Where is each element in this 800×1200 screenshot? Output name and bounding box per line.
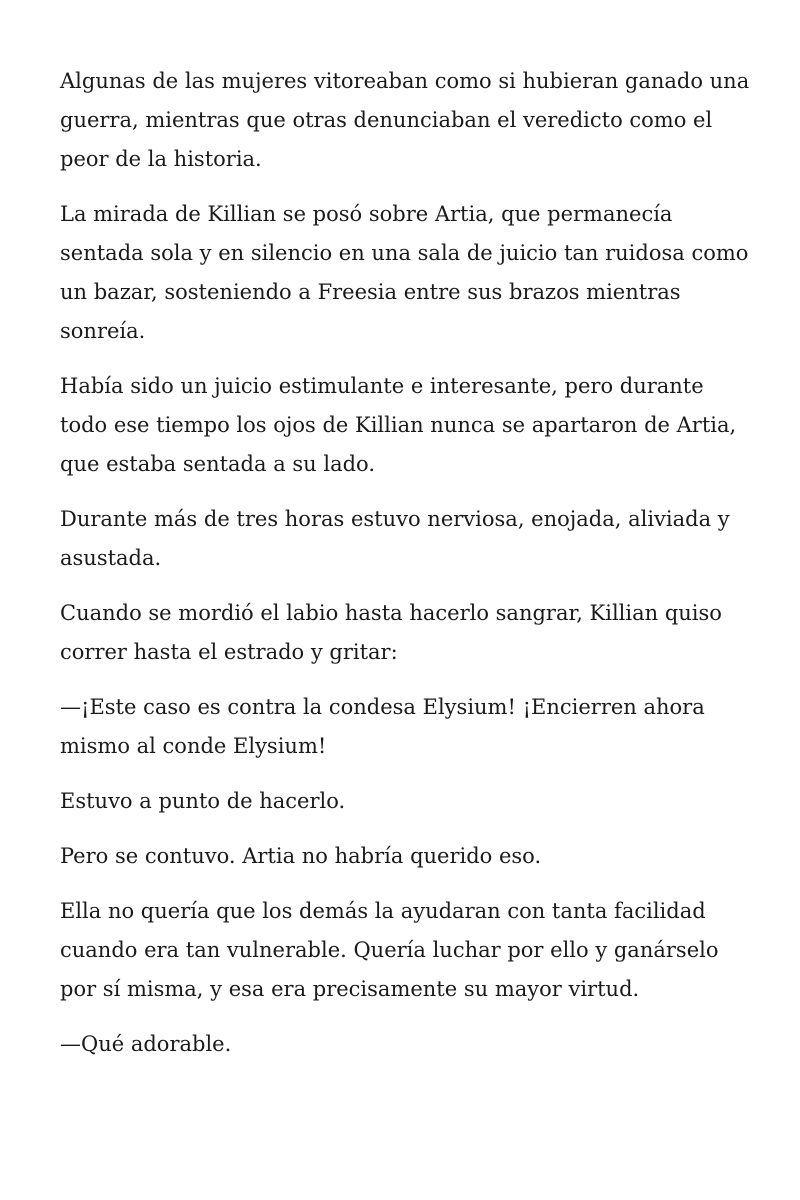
paragraph-4: Durante más de tres horas estuvo nerviosa, enojada, aliviada y asustada. — [60, 507, 730, 570]
paragraph-3: Había sido un juicio estimulante e interesante, pero durante todo ese tiempo los ojos de Killian nunca se apartaron de Artia, que estaba sentada a su lado. — [60, 374, 737, 476]
paragraph-5: Cuando se mordió el labio hasta hacerlo sangrar, Killian quiso correr hasta el estrado y gritar: — [60, 601, 722, 664]
paragraph-2: La mirada de Killian se posó sobre Artia, que permanecía sentada sola y en silencio en una sala de juicio tan ruidosa como un bazar, sosteniendo a Freesia entre sus brazos mientras sonreía. — [60, 202, 749, 343]
paragraph-9: Ella no quería que los demás la ayudaran con tanta facilidad cuando era tan vulnerable. Quería luchar por ello y ganárselo por sí misma, y esa era precisamente su mayor virtud. — [60, 899, 719, 1001]
paragraph-10: —Qué adorable. — [60, 1032, 232, 1056]
paragraph-1: Algunas de las mujeres vitoreaban como si hubieran ganado una guerra, mientras que otras denunciaban el veredicto como el peor de la historia. — [60, 69, 750, 171]
reading-page — [60, 62, 750, 1080]
paragraph-7: Estuvo a punto de hacerlo. — [60, 789, 346, 813]
paragraph-6: —¡Este caso es contra la condesa Elysium! ¡Encierren ahora mismo al conde Elysium! — [60, 695, 705, 758]
paragraph-8: Pero se contuvo. Artia no habría querido eso. — [60, 844, 542, 868]
